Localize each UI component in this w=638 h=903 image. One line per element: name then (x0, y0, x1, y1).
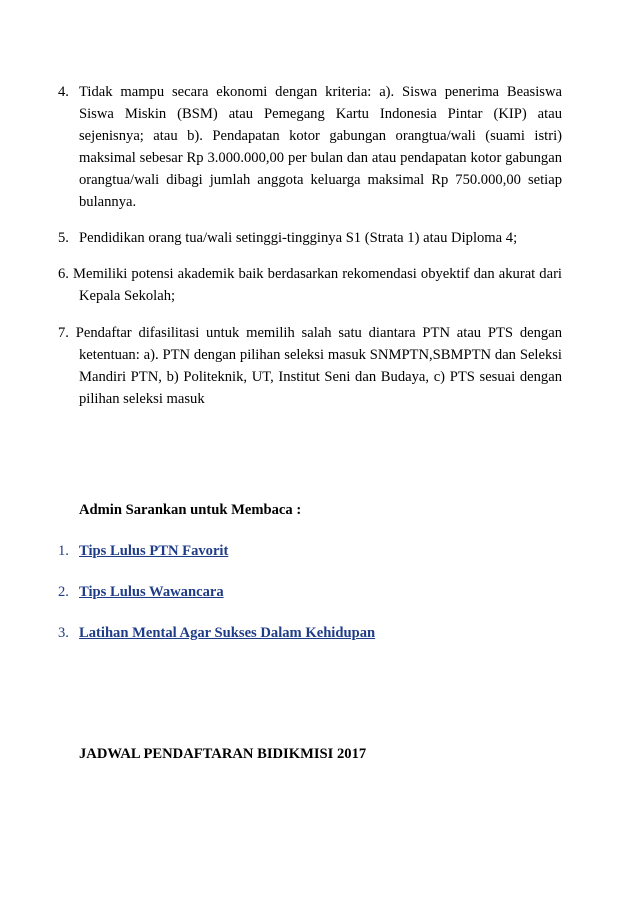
schedule-heading: JADWAL PENDAFTARAN BIDIKMISI 2017 (79, 746, 367, 762)
list-item-text: Pendidikan orang tua/wali setinggi-tingginya S1 (Strata 1) atau Diploma 4; (79, 230, 518, 246)
list-item-4 (58, 81, 562, 213)
link-tips-lulus-wawancara[interactable]: Tips Lulus Wawancara (79, 584, 224, 600)
list-item-text: 6. Memiliki potensi akademik baik berdasarkan rekomendasi obyektif dan akurat dari Kepala Sekolah; (58, 266, 562, 304)
link-tips-lulus-ptn-favorit[interactable]: Tips Lulus PTN Favorit (79, 543, 229, 559)
list-item-6 (58, 263, 562, 307)
link-number: 3. (58, 625, 69, 641)
link-number: 1. (58, 543, 69, 559)
list-item-text: 7. Pendaftar difasilitasi untuk memilih salah satu diantara PTN atau PTS dengan ketentuan: a). PTN dengan pilihan seleksi masuk SNMPTN,SBMPTN dan Seleksi Mandiri PTN, b) Politeknik, UT, Institut Seni dan Budaya, c) PTS sesuai dengan pilihan seleksi masuk (58, 325, 562, 407)
list-item-number: 4. (58, 84, 69, 100)
recommend-heading: Admin Sarankan untuk Membaca : (79, 502, 302, 518)
link-number: 2. (58, 584, 69, 600)
list-item-text: Tidak mampu secara ekonomi dengan kriteria: a). Siswa penerima Beasiswa Siswa Miskin (BSM) atau Pemegang Kartu Indonesia Pintar (KIP) atau sejenisnya; atau b). Pendapatan kotor gabungan orangtua/wali (suami istri) maksimal sebesar Rp 3.000.000,00 per bulan dan atau pendapatan kotor gabungan orangtua/wali dibagi jumlah anggota keluarga maksimal Rp 750.000,00 setiap bulannya. (79, 84, 562, 210)
link-latihan-mental[interactable]: Latihan Mental Agar Sukses Dalam Kehidupan (79, 625, 376, 641)
list-item-number: 5. (58, 230, 69, 246)
list-item-7 (58, 322, 562, 410)
list-item-5 (58, 227, 562, 249)
